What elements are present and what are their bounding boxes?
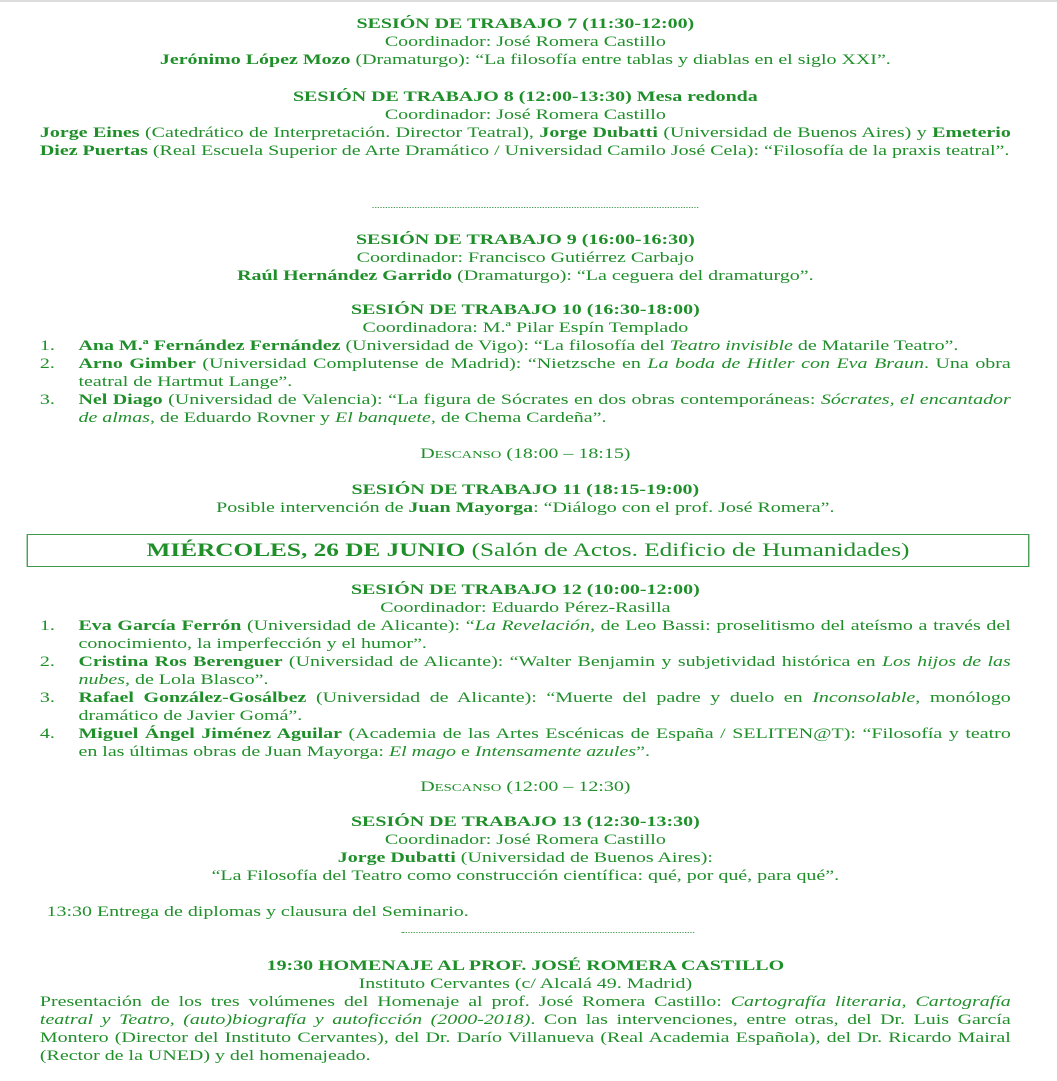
- talk-item: [40, 337, 1011, 355]
- text-segment: (Real Escuela Superior de Arte Dramático / Universidad Camilo José Cela): “Filosofía de la praxis teatral”.: [147, 143, 1010, 159]
- item-number: 4.: [39, 726, 55, 742]
- text-segment: (Dramaturgo): “La ceguera del dramaturgo”.: [452, 268, 814, 284]
- text-segment: (Universidad Complutense de Madrid): “Nietzsche en: [195, 356, 648, 372]
- session-line: [40, 51, 1011, 69]
- work-title: La Revelación,: [474, 618, 595, 634]
- talk-list: [40, 337, 1011, 427]
- session-title: SESIÓN DE TRABAJO 7 (11:30-12:00): [356, 16, 695, 32]
- session-coordinator: Coordinadora: M.ª Pilar Espín Templado: [362, 320, 689, 336]
- text-segment: ”.: [636, 744, 650, 760]
- session-7: [40, 15, 1011, 69]
- session-line: [40, 849, 1011, 867]
- speaker-name: Jerónimo López Mozo: [159, 52, 351, 68]
- text-segment: (Universidad de Buenos Aires):: [455, 850, 713, 866]
- item-number: 1.: [39, 338, 55, 354]
- speaker-name: Cristina Ros Berenguer: [78, 654, 283, 670]
- work-title: Inconsolable: [812, 690, 916, 706]
- session-coordinator: Coordinador: José Romera Castillo: [384, 832, 666, 848]
- text-segment: , monólogo dramático de Javier Gomá”.: [78, 690, 1011, 724]
- day-date: MIÉRCOLES, 26 DE JUNIO: [146, 540, 466, 561]
- session-line: [40, 499, 1011, 517]
- session-paragraph: [40, 124, 1011, 160]
- homage-title: 19:30 HOMENAJE AL PROF. JOSÉ ROMERA CASTILLO: [266, 958, 785, 974]
- break-1: Descanso (18:00 – 18:15): [420, 446, 631, 462]
- item-number: 2.: [39, 654, 55, 670]
- talk-list: [40, 617, 1011, 761]
- session-10: [40, 301, 1011, 427]
- text-segment: (Catedrático de Interpretación. Director Teatral),: [139, 125, 540, 141]
- session-8: [40, 88, 1011, 160]
- text-segment: de Matarile Teatro”.: [792, 338, 959, 354]
- session-title: SESIÓN DE TRABAJO 12 (10:00-12:00): [350, 582, 700, 598]
- text-segment: . Una obra teatral de Hartmut Lange”.: [78, 356, 1011, 390]
- session-title: SESIÓN DE TRABAJO 9 (16:00-16:30): [355, 232, 695, 248]
- text-segment: Presentación de los tres volúmenes del Homenaje al prof. José Romera Castillo:: [39, 994, 731, 1010]
- talk-item: [40, 391, 1011, 427]
- text-segment: e: [456, 744, 475, 760]
- work-title: El banquete: [335, 410, 431, 426]
- item-number: 3.: [39, 392, 55, 408]
- session-coordinator: Coordinador: José Romera Castillo: [384, 34, 666, 50]
- dotted-separator: [372, 207, 698, 208]
- talk-item: [40, 725, 1011, 761]
- item-number: 2.: [39, 356, 55, 372]
- work-title: Cartografía literaria, Cartografía teatral y Teatro, (auto)biografía y autoficción (2000-2018): [39, 994, 1011, 1028]
- text-segment: , de Eduardo Rovner y: [149, 410, 336, 426]
- work-title: Los hijos de las nubes,: [78, 654, 1011, 688]
- day-place: (Salón de Actos. Edificio de Humanidades): [465, 540, 910, 561]
- item-number: 3.: [39, 690, 55, 706]
- work-title: Intensamente azules: [474, 744, 637, 760]
- text-segment: (Universidad de Vigo): “La filosofía del: [340, 338, 670, 354]
- session-12: [40, 581, 1011, 761]
- speaker-name: Jorge Dubatti: [539, 125, 658, 141]
- work-title: La boda de Hitler con Eva Braun: [647, 356, 924, 372]
- day-header: [27, 534, 1030, 567]
- work-title: Teatro invisible: [669, 338, 793, 354]
- text-segment: (Academia de las Artes Escénicas de España / SELITEN@T): “Filosofía y teatro en las últimas obras de Juan Mayorga:: [78, 726, 1011, 760]
- text-segment: , de Chema Cardeña”.: [430, 410, 607, 426]
- speaker-name: Miguel Ángel Jiménez Aguilar: [78, 726, 342, 742]
- session-11: [40, 481, 1011, 517]
- work-title: Sócrates, el encantador de almas: [78, 392, 1011, 426]
- session-title: SESIÓN DE TRABAJO 11 (18:15-19:00): [351, 482, 700, 498]
- text-segment: Posible intervención de: [216, 500, 409, 516]
- homage: [40, 957, 1011, 1065]
- text-segment: de Lola Blasco”.: [130, 672, 269, 688]
- talk-item: [40, 653, 1011, 689]
- session-13: [40, 813, 1011, 885]
- text-segment: (Universidad de Alicante): “Muerte del padre y duelo en: [306, 690, 813, 706]
- speaker-name: Ana M.ª Fernández Fernández: [78, 338, 341, 354]
- speaker-name: Raúl Hernández Garrido: [237, 268, 453, 284]
- homage-description: [40, 993, 1011, 1065]
- session-line: [40, 267, 1011, 285]
- text-segment: (Universidad de Buenos Aires) y: [657, 125, 933, 141]
- work-title: El mago: [388, 744, 457, 760]
- text-segment: : “Diálogo con el prof. José Romera”.: [533, 500, 835, 516]
- speaker-name: Eva García Ferrón: [78, 618, 242, 634]
- session-title: SESIÓN DE TRABAJO 8 (12:00-13:30) Mesa redonda: [292, 89, 758, 105]
- closing-note: 13:30 Entrega de diplomas y clausura del Seminario.: [46, 904, 469, 920]
- program-page: [0, 2, 1057, 1081]
- break-2: Descanso (12:00 – 12:30): [420, 779, 631, 795]
- session-title: SESIÓN DE TRABAJO 13 (12:30-13:30): [350, 814, 700, 830]
- session-coordinator: Coordinador: José Romera Castillo: [384, 107, 666, 123]
- text-segment: (Universidad de Alicante): “: [241, 618, 475, 634]
- session-line: [40, 867, 1011, 885]
- homage-venue: Instituto Cervantes (c/ Alcalá 49. Madrid): [358, 976, 693, 992]
- text-segment: . Con las intervenciones, entre otras, del Dr. Luis García Montero (Director del Instituto Cervantes), del Dr. Darío Villanueva (Real Academia Española), del Dr. Ricardo Mairal (Rector de la UNED) y del homenajeado.: [39, 1012, 1011, 1064]
- session-9: [40, 231, 1011, 285]
- talk-item: [40, 617, 1011, 653]
- text-segment: (Universidad de Valencia): “La figura de Sócrates en dos obras contemporáneas:: [162, 392, 821, 408]
- text-segment: “La Filosofía del Teatro como construcción científica: qué, por qué, para qué”.: [211, 868, 840, 884]
- text-segment: de Leo Bassi: proselitismo del ateísmo a través del conocimiento, la imperfección y el humor”.: [78, 618, 1011, 652]
- speaker-name: Nel Diago: [78, 392, 163, 408]
- item-number: 1.: [39, 618, 55, 634]
- speaker-name: Juan Mayorga: [408, 500, 534, 516]
- speaker-name: Rafael González-Gosálbez: [78, 690, 307, 706]
- talk-item: [40, 689, 1011, 725]
- speaker-name: Arno Gimber: [78, 356, 196, 372]
- dotted-separator: [402, 932, 695, 933]
- session-coordinator: Coordinador: Francisco Gutiérrez Carbajo: [356, 250, 695, 266]
- speaker-name: Jorge Dubatti: [337, 850, 456, 866]
- session-title: SESIÓN DE TRABAJO 10 (16:30-18:00): [350, 302, 700, 318]
- speaker-name: Jorge Eines: [39, 125, 140, 141]
- text-segment: (Universidad de Alicante): “Walter Benjamin y subjetividad histórica en: [282, 654, 882, 670]
- speaker-name: Emeterio Diez Puertas: [39, 125, 1011, 159]
- session-coordinator: Coordinador: Eduardo Pérez-Rasilla: [380, 600, 671, 616]
- talk-item: [40, 355, 1011, 391]
- text-segment: (Dramaturgo): “La filosofía entre tablas y diablas en el siglo XXI”.: [350, 52, 891, 68]
